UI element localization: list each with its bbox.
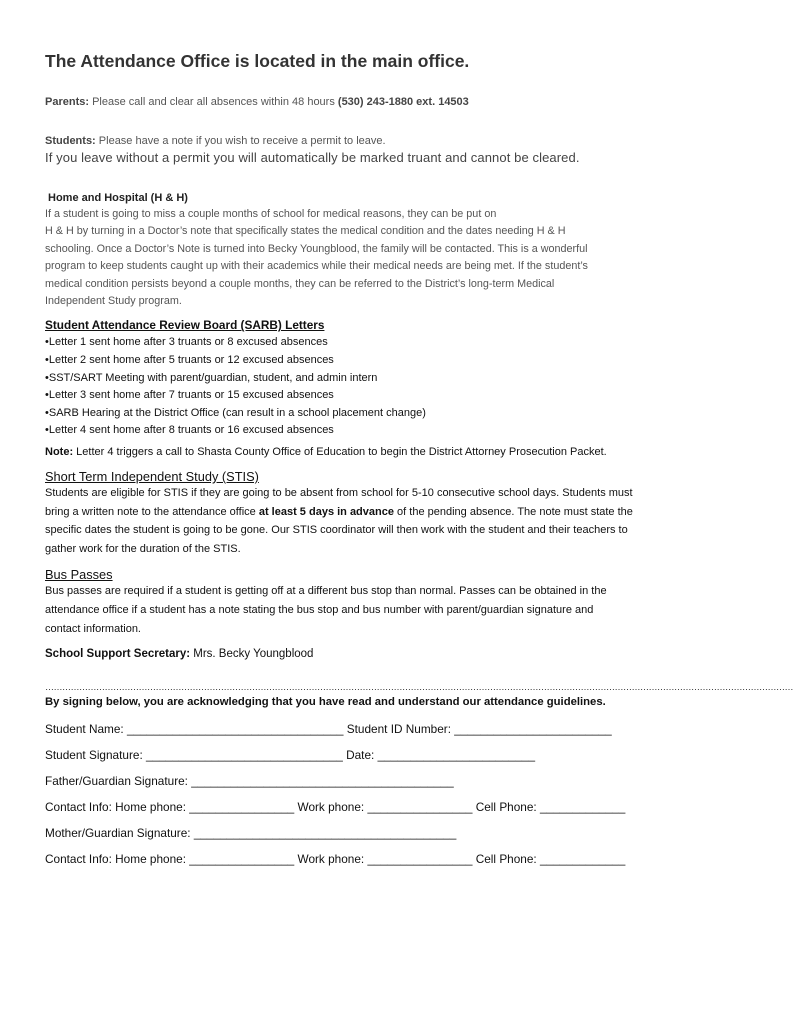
home-hospital-line: If a student is going to miss a couple months of school for medical reasons, they can be put on bbox=[45, 208, 497, 220]
sarb-heading: Student Attendance Review Board (SARB) Letters bbox=[45, 318, 325, 333]
stis-line bbox=[45, 503, 735, 522]
stis-line: specific dates the student is going to be gone. Our STIS coordinator will then work with the student and their teachers to bbox=[45, 524, 628, 537]
stis-line-text: bring a written note to the attendance office bbox=[45, 505, 259, 518]
list-item: • Letter 1 sent home after 3 truants or 8 excused absences bbox=[45, 334, 735, 352]
list-item: • SARB Hearing at the District Office (can result in a school placement change) bbox=[45, 405, 735, 423]
list-item: • SST/SART Meeting with parent/guardian, student, and admin intern bbox=[45, 370, 735, 388]
stis-heading: Short Term Independent Study (STIS) bbox=[45, 469, 259, 484]
home-hospital-heading: Home and Hospital (H & H) bbox=[48, 192, 188, 204]
list-item: • Letter 2 sent home after 5 truants or 12 excused absences bbox=[45, 352, 735, 370]
sarb-list bbox=[45, 334, 735, 440]
stis-line: gather work for the duration of the STIS. bbox=[45, 542, 241, 555]
list-item: • Letter 4 sent home after 8 truants or 16 excused absences bbox=[45, 422, 735, 440]
home-hospital-line: medical condition persists beyond a couple months, they can be referred to the District’s long-term Medical bbox=[45, 277, 555, 290]
sarb-note bbox=[45, 446, 735, 458]
mother-guardian-signature-field[interactable]: Mother/Guardian Signature: ________________________________________ bbox=[45, 826, 457, 841]
parents-label: Parents: bbox=[45, 96, 90, 108]
mother-contact-info-field[interactable]: Contact Info: Home phone: ________________ Work phone: ________________ Cell Phone: _____________ bbox=[45, 852, 626, 867]
home-hospital-body bbox=[45, 206, 735, 310]
bus-line: attendance office if a student has a note stating the bus stop and bus number with parent/guardian signature and bbox=[45, 603, 594, 616]
page-title: The Attendance Office is located in the main office. bbox=[45, 51, 470, 71]
bus-passes-heading: Bus Passes bbox=[45, 567, 113, 583]
students-instructions bbox=[45, 135, 735, 147]
truant-warning: If you leave without a permit you will automatically be marked truant and cannot be cleared. bbox=[45, 150, 580, 165]
note-label: Note: bbox=[45, 446, 74, 458]
stis-advance-notice: at least 5 days in advance bbox=[258, 505, 394, 518]
student-signature-field[interactable]: Student Signature: ______________________________ Date: ________________________ bbox=[45, 748, 536, 763]
bus-line: contact information. bbox=[45, 622, 141, 635]
list-item: • Letter 3 sent home after 7 truants or 15 excused absences bbox=[45, 387, 735, 405]
parents-instructions bbox=[45, 96, 735, 108]
parents-phone: (530) 243-1880 ext. 14503 bbox=[337, 96, 469, 108]
father-guardian-signature-field[interactable]: Father/Guardian Signature: ________________________________________ bbox=[45, 774, 454, 789]
students-text: Please have a note if you wish to receive a permit to leave. bbox=[95, 135, 386, 147]
stis-line: Students are eligible for STIS if they are going to be absent from school for 5-10 consecutive school days. Students must bbox=[45, 487, 633, 499]
bus-passes-body bbox=[45, 582, 735, 638]
home-hospital-line: Independent Study program. bbox=[45, 295, 182, 308]
students-label: Students: bbox=[45, 135, 96, 147]
attendance-form bbox=[45, 50, 793, 872]
stis-body bbox=[45, 484, 735, 558]
parents-text: Please call and clear all absences within 48 hours bbox=[89, 96, 338, 108]
home-hospital-line: schooling. Once a Doctor’s Note is turned into Becky Youngblood, the family will be contacted. This is a wonderful bbox=[45, 242, 588, 255]
school-support-secretary bbox=[45, 648, 735, 660]
acknowledgement-statement: By signing below, you are acknowledging that you have read and understand our attendance guidelines. bbox=[45, 696, 606, 709]
father-contact-info-field[interactable]: Contact Info: Home phone: ________________ Work phone: ________________ Cell Phone: _____________ bbox=[45, 800, 626, 815]
stis-line-text: of the pending absence. The note must state the bbox=[393, 505, 633, 518]
secretary-name: Mrs. Becky Youngblood bbox=[190, 648, 314, 661]
bus-line: Bus passes are required if a student is getting off at a different bus stop than normal. Passes can be obtained in the bbox=[45, 585, 607, 598]
divider: ………………………………………………………………………………………………………………………………………………………………………………………………………………………………………… bbox=[45, 682, 793, 693]
student-name-field[interactable]: Student Name: _________________________________ Student ID Number: ________________________ bbox=[45, 722, 612, 737]
home-hospital-line: program to keep students caught up with their academics while their medical needs are being met. If the student’s bbox=[45, 260, 588, 273]
secretary-label: School Support Secretary: bbox=[45, 648, 191, 661]
home-hospital-line: H & H by turning in a Doctor’s note that specifically states the medical condition and the dates needing H & H bbox=[45, 225, 566, 238]
note-text: Letter 4 triggers a call to Shasta County Office of Education to begin the District Attorney Prosecution Packet. bbox=[73, 446, 607, 458]
